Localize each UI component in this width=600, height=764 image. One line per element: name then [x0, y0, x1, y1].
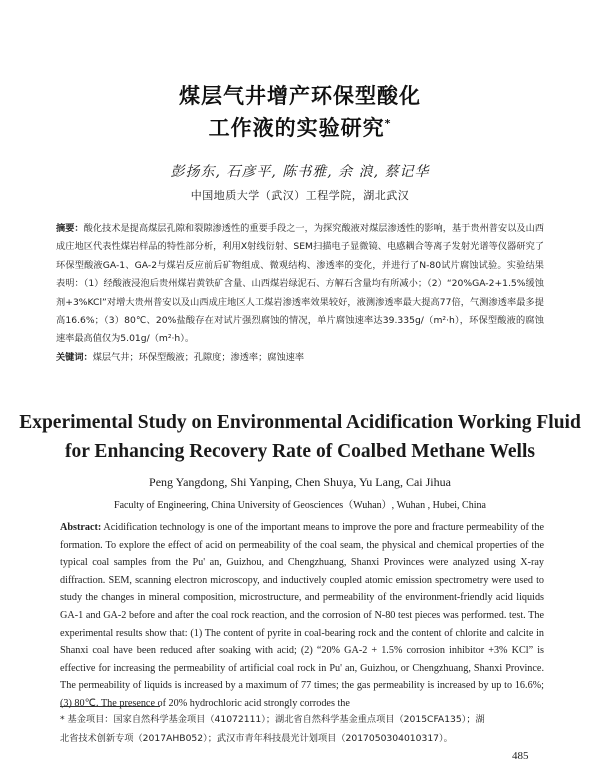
english-abstract-label: Abstract:	[60, 522, 102, 533]
chinese-title-line-1: 煤层气井增产环保型酸化	[179, 84, 421, 108]
title-footnote-marker: *	[384, 117, 392, 130]
chinese-abstract-text: 酸化技术是提高煤层孔隙和裂隙渗透性的重要手段之一，为探究酸液对煤层渗透性的影响，基于贵州普安以及山西成庄地区代表性煤岩样品的特性部分析，利用X射线衍射、SEM扫描电子显微镜、电感耦合等离子发射光谱等仪器研究了环保型酸液GA-1、GA-2与煤岩反应前后矿物组成、微观结构、渗透率的变化，并进行了N-80试片腐蚀试验。实验结果表明：（1）经酸液浸泡后贵州煤岩黄铁矿含量、山西煤岩绿泥石、方解石含量均有所减小；（2）“20%GA-2+1.5%缓蚀剂+3%KCl”对增大贵州普安以及山西成庄地区人工煤岩渗透率效果较好，液测渗透率最大提高77倍，气测渗透率最多提高16.6%；（3）80℃、20%盐酸存在对试片强烈腐蚀的情况，单片腐蚀速率达39.335g/（m²·h），环保型酸液的腐蚀速率最高值仅为5.01g/（m²·h）。	[56, 223, 544, 345]
english-title	[0, 408, 600, 466]
chinese-title-line-2: 工作液的实验研究*	[208, 116, 392, 140]
chinese-affiliation: 中国地质大学（武汉）工程学院，湖北武汉	[190, 189, 410, 202]
english-abstract	[60, 519, 544, 713]
english-title-line-2: for Enhancing Recovery Rate of Coalbed Methane Wells	[65, 441, 535, 462]
english-title-line-1: Experimental Study on Environmental Acidification Working Fluid	[19, 412, 581, 433]
chinese-keywords-label: 关键词：	[56, 351, 93, 363]
chinese-keywords: 煤层气井；环保型酸液；孔隙度；渗透率；腐蚀速率	[92, 351, 305, 363]
footnote-line-2: 北省技术创新专项（2017AHB052）；武汉市青年科技晨光计划项目（2017050304010317）。	[60, 733, 453, 744]
chinese-abstract	[56, 220, 544, 367]
english-affiliation: Faculty of Engineering, China University of Geosciences（Wuhan）, Wuhan , Hubei, China	[114, 500, 486, 511]
english-abstract-text: Acidification technology is one of the important means to improve the pore and fracture permeability of the formation. To explore the effect of acid on permeability of the coal seam, the physical and chemical properties of the typical coal samples from the Pu' an, Guizhou, and Chengzhuang, Shanxi Provinces were analyzed using X-ray diffraction. SEM, scanning electron microscopy, and inductively coupled atomic emission spectrometry were used to study the changes in mineral composition, microstructure, and permeability of the environment-friendly acid liquids GA-1 and GA-2 before and after the coal rock reaction, and the corrosion of N-80 test pieces was performed. test. The experimental results show that: (1) The content of pyrite in coal-bearing rock and the content of chlorite and calcite in Shanxi coal have been reduced after soaking with acid; (2) “20% GA-2 + 1.5% corrosion inhibitor +3% KCl” is effective for increasing the permeability of artificial coal rock in Pu' an, Guizhou, or Chengzhuang, Shanxi Province. The permeability of liquids is increased by a maximum of 77 times; the gas permeability is increased by up to 16.6%; (3) 80℃. The presence of 20% hydrochloric acid strongly corrodes the	[60, 522, 545, 709]
footnote-line-1: * 基金项目：国家自然科学基金项目（41072111）；湖北省自然科学基金重点项目（2015CFA135）；湖	[60, 714, 485, 725]
page-number: 485	[512, 750, 529, 762]
footnote	[60, 710, 544, 748]
chinese-authors: 彭扬东, 石彦平, 陈书雅, 余 浪, 蔡记华	[170, 164, 430, 180]
chinese-abstract-label: 摘要：	[56, 223, 84, 234]
english-authors: Peng Yangdong, Shi Yanping, Chen Shuya, Yu Lang, Cai Jihua	[149, 475, 451, 489]
footnote-divider	[60, 706, 160, 707]
